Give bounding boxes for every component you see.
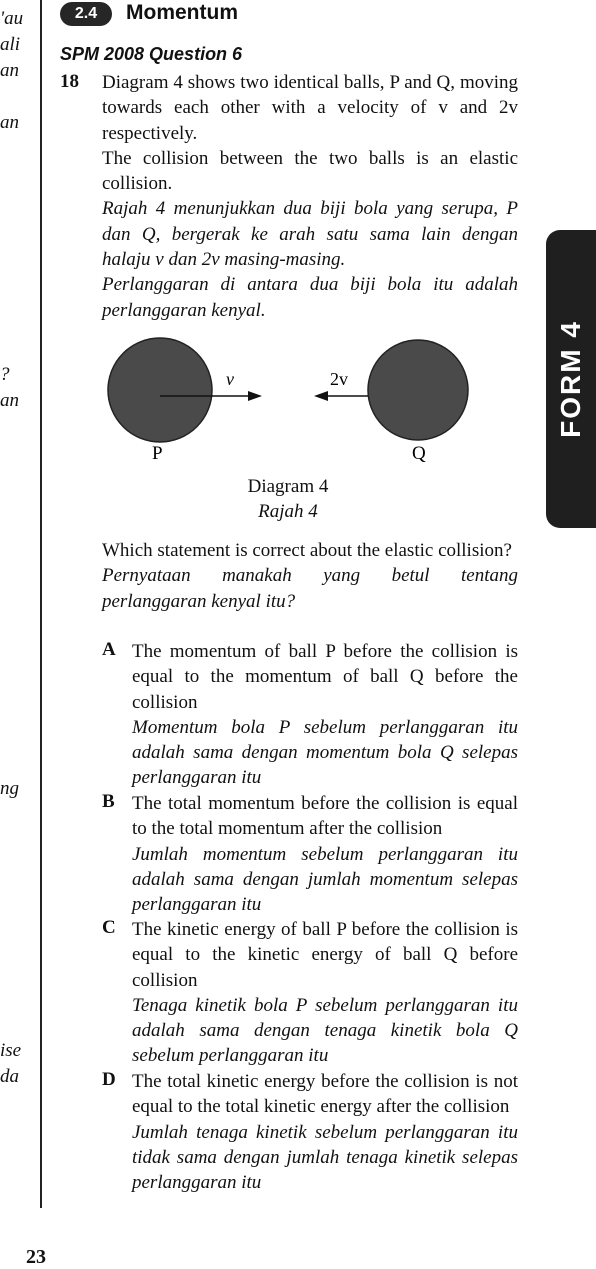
arrowhead-q [314,391,328,401]
question-prompt [102,538,518,614]
margin-fragment: ? [0,364,10,385]
ball-q [368,340,468,440]
form-4-label: FORM 4 [555,320,586,438]
label-velocity-q: 2v [330,369,348,389]
question-number: 18 [60,71,79,92]
option-d-en: The total kinetic energy before the collision is not equal to the total kinetic energy after the collision [132,1071,518,1118]
question-stem [102,70,518,323]
label-velocity-p: v [226,369,234,389]
option-c-en: The kinetic energy of ball P before the collision is equal to the kinetic energy of ball Q before collision [132,919,518,991]
option-c[interactable] [132,917,518,1069]
margin-fragment: 'au [0,8,24,29]
option-c-letter[interactable]: C [102,917,116,938]
margin-fragment: an [0,390,19,411]
collision-diagram [100,332,480,472]
margin-fragment: ali [0,34,21,55]
diagram-caption-en: Diagram 4 [247,476,329,497]
stem-ms-2: Perlanggaran di antara dua biji bola itu adalah perlanggaran kenyal. [102,274,518,321]
option-d[interactable] [132,1069,518,1195]
margin-fragment: ise [0,1040,22,1061]
section-badge: 2.4 [60,2,112,26]
option-a-ms: Momentum bola P sebelum perlanggaran itu adalah sama dengan momentum bola Q selepas perlanggaran itu [132,716,518,789]
margin-fragment: ng [0,778,19,799]
option-d-letter[interactable]: D [102,1069,116,1090]
column-divider [40,0,42,1208]
option-b[interactable] [132,791,518,917]
option-a-en: The momentum of ball P before the collision is equal to the momentum of ball Q before the collision [132,641,518,713]
page-number: 23 [26,1246,46,1268]
label-ball-p: P [152,443,163,464]
option-d-ms: Jumlah tenaga kinetik sebelum perlanggaran itu tidak sama dengan jumlah tenaga kinetik selepas perlanggaran itu [132,1121,518,1194]
margin-fragment: an [0,60,19,81]
option-b-letter[interactable]: B [102,791,115,812]
form-4-tab [546,230,596,528]
prompt-ms: Pernyataan manakah yang betul tentang perlanggaran kenyal itu? [102,565,518,612]
stem-en-1: Diagram 4 shows two identical balls, P and Q, moving towards each other with a velocity of v and 2v respectively. [102,72,518,144]
option-c-ms: Tenaga kinetik bola P sebelum perlanggaran itu adalah sama dengan tenaga kinetik bola Q sebelum perlanggaran itu [132,994,518,1067]
margin-fragment: an [0,112,19,133]
question-source: SPM 2008 Question 6 [60,44,243,64]
ball-p [108,338,212,442]
section-title: Momentum [126,1,238,24]
arrowhead-p [248,391,262,401]
label-ball-q: Q [412,443,426,464]
option-b-ms: Jumlah momentum sebelum perlanggaran itu adalah sama dengan jumlah momentum selepas perlanggaran itu [132,843,518,916]
option-b-en: The total momentum before the collision is equal to the total momentum after the collision [132,793,518,840]
stem-en-2: The collision between the two balls is an elastic collision. [102,147,518,195]
margin-fragment: da [0,1066,19,1087]
option-a-letter[interactable]: A [102,639,116,660]
stem-ms-1: Rajah 4 menunjukkan dua biji bola yang serupa, P dan Q, bergerak ke arah satu sama lain dengan halaju v dan 2v masing-masing. [102,198,518,271]
option-a[interactable] [132,639,518,791]
prompt-en: Which statement is correct about the elastic collision? [102,540,512,561]
diagram-caption-ms: Rajah 4 [258,501,318,522]
